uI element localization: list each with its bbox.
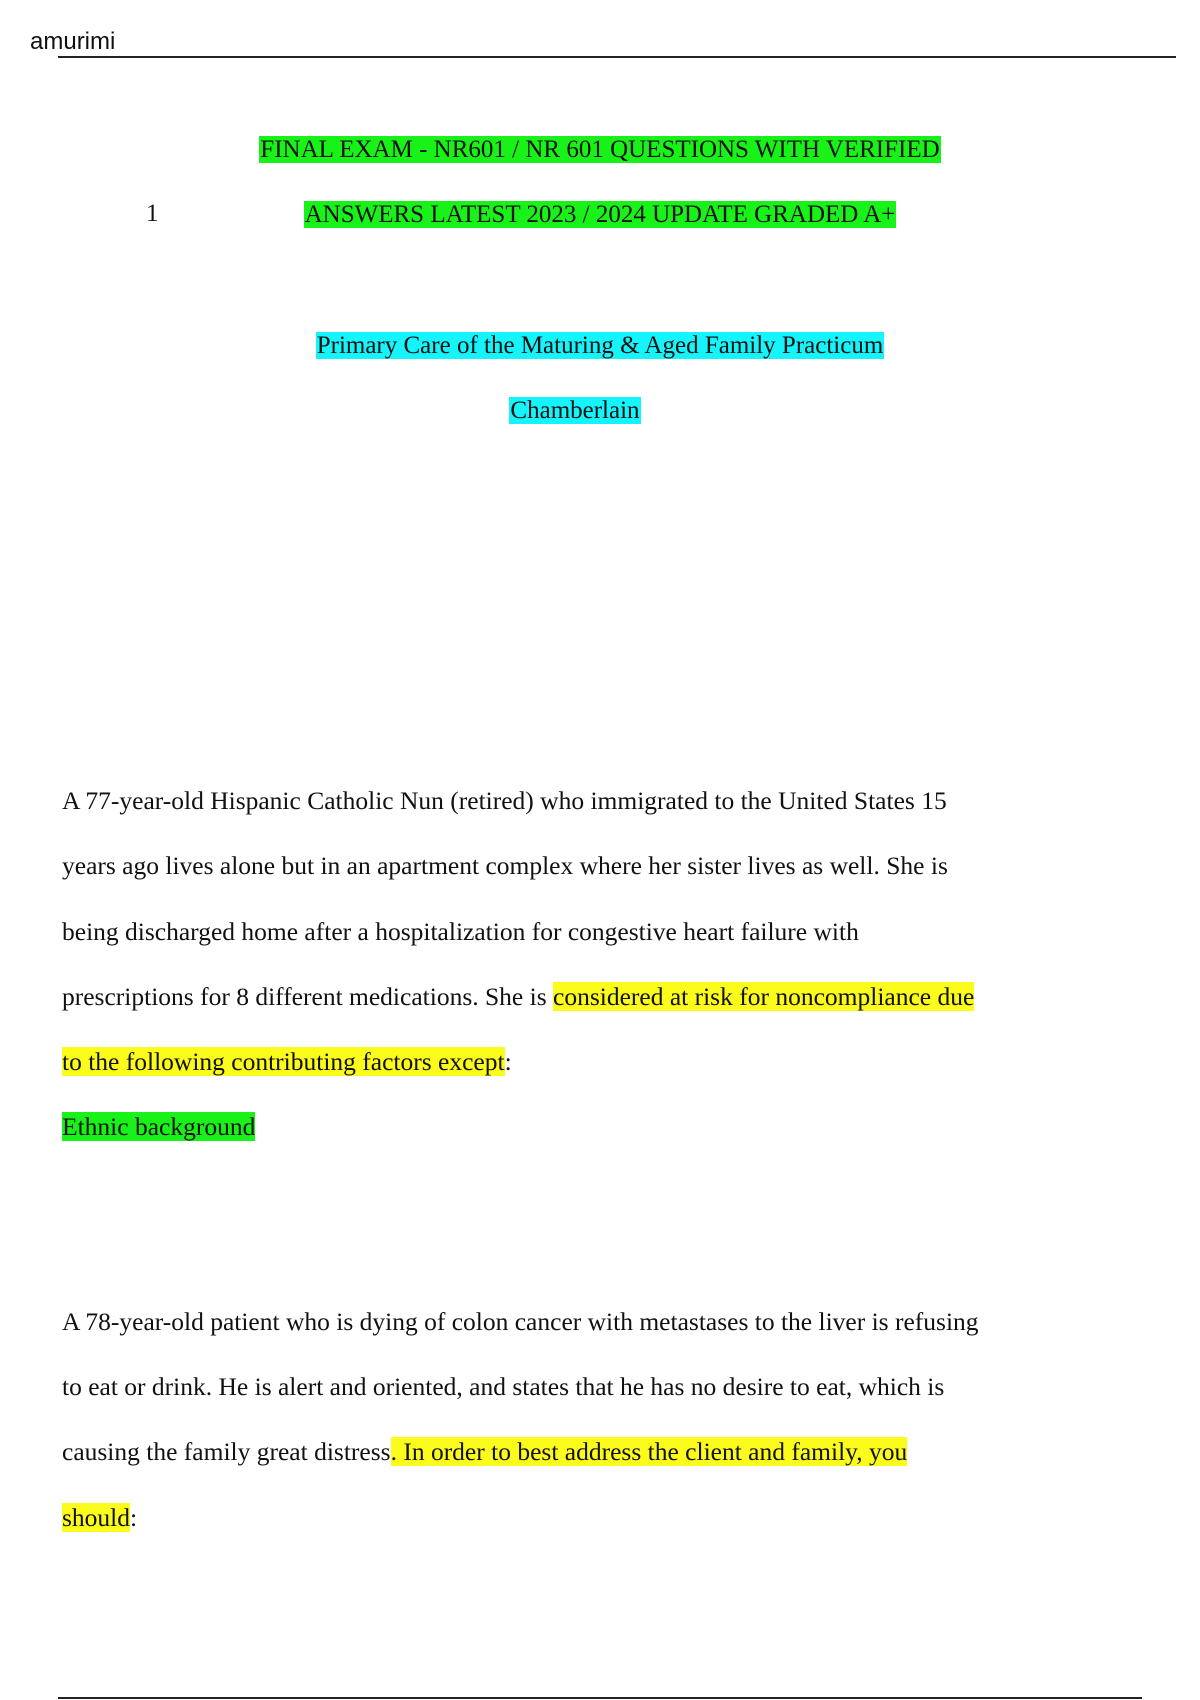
question-2-line-1: A 78-year-old patient who is dying of colon cancer with metastases to the liver is refusing: [62, 1307, 979, 1336]
question-2-line-2: to eat or drink. He is alert and oriented, and states that he has no desire to eat, which is: [62, 1372, 945, 1401]
question-2-line-3-highlight: . In order to best address the client and family, you: [390, 1437, 908, 1466]
question-1-answer: [62, 1110, 255, 1144]
page-number: 1: [146, 200, 159, 227]
question-2-line-3: [62, 1435, 907, 1469]
course-name-text: Primary Care of the Maturing & Aged Family Practicum: [316, 332, 884, 359]
school-name-text: Chamberlain: [510, 397, 640, 424]
question-1-line-4: [62, 980, 974, 1014]
question-1-answer-text: Ethnic background: [62, 1112, 256, 1141]
question-2-line-4: [62, 1501, 137, 1535]
header-rule: [58, 56, 1176, 58]
question-1-line-5: [62, 1045, 512, 1079]
course-name: [0, 329, 1200, 363]
title-line-1-text: FINAL EXAM - NR601 / NR 601 QUESTIONS WITH VERIFIED: [260, 136, 940, 163]
question-1-line-2: years ago lives alone but in an apartment complex where her sister lives as well. She is: [62, 851, 948, 880]
question-1-line-1: A 77-year-old Hispanic Catholic Nun (retired) who immigrated to the United States 15: [62, 786, 947, 815]
question-2-line-4-highlight: should: [62, 1503, 131, 1532]
footer-rule: [58, 1697, 1142, 1699]
question-1-line-4-highlight: considered at risk for noncompliance due: [553, 982, 975, 1011]
title-line-2-text: ANSWERS LATEST 2023 / 2024 UPDATE GRADED A+: [304, 201, 896, 228]
question-1-line-4-plain: prescriptions for 8 different medications. She is: [62, 982, 553, 1011]
title-line-1: [0, 133, 1200, 167]
school-name: [0, 394, 1175, 428]
question-1-line-3: being discharged home after a hospitalization for congestive heart failure with: [62, 917, 859, 946]
question-2-line-4-plain: :: [130, 1503, 138, 1532]
question-2-line-3-plain: causing the family great distress: [62, 1437, 391, 1466]
question-1-line-5-plain: :: [504, 1047, 512, 1076]
question-1-line-5-highlight: to the following contributing factors except: [62, 1047, 505, 1076]
title-line-2: [0, 198, 1200, 232]
watermark-username: amurimi: [30, 28, 116, 55]
